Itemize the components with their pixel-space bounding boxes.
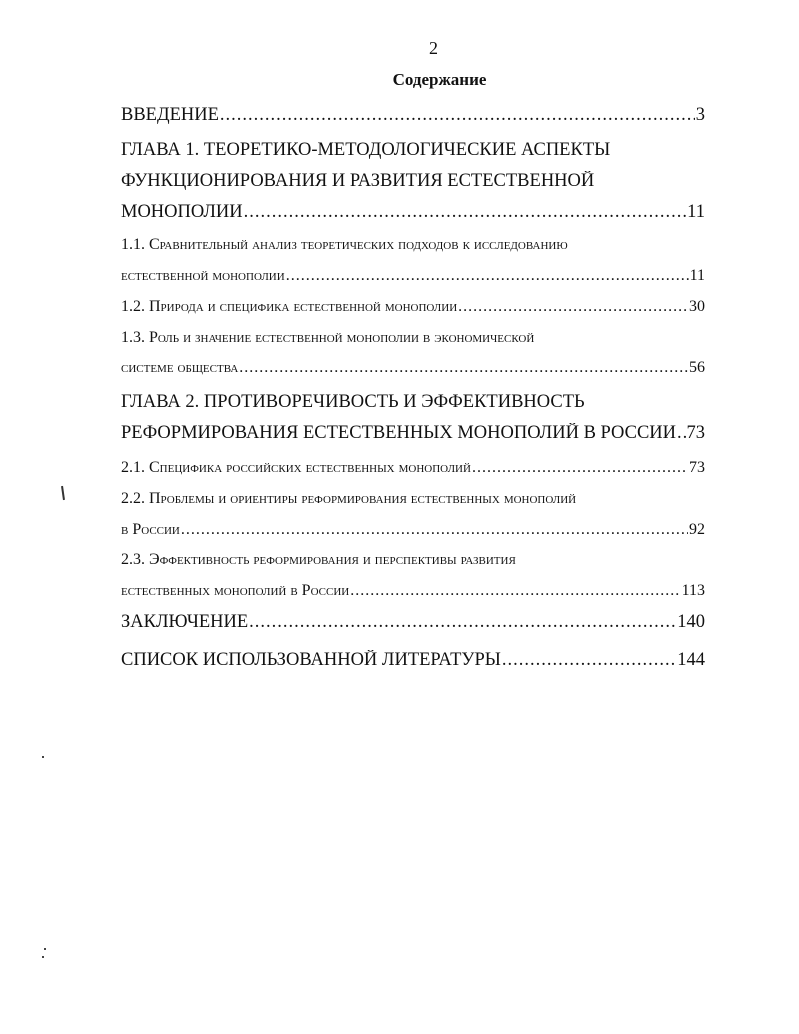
toc-entry-text: 2.1. Специфика российских естественных монополий <box>121 459 471 476</box>
toc-page-number: 92 <box>689 521 705 538</box>
leader-dots <box>244 202 687 223</box>
leader-dots <box>458 298 688 316</box>
leader-dots <box>249 612 676 633</box>
toc-page-number: 56 <box>689 359 705 376</box>
toc-page-number: 11 <box>687 202 705 222</box>
leader-dots <box>286 267 689 285</box>
toc-entry-text: СПИСОК ИСПОЛЬЗОВАННОЙ ЛИТЕРАТУРЫ <box>121 650 501 670</box>
toc-entry-text: естественной монополии <box>121 267 285 284</box>
toc-title: Содержание <box>392 70 487 89</box>
toc-entry-text: РЕФОРМИРОВАНИЯ ЕСТЕСТВЕННЫХ МОНОПОЛИЙ В РОССИИ <box>121 423 677 443</box>
toc-entry-text: ГЛАВА 1. ТЕОРЕТИКО-МЕТОДОЛОГИЧЕСКИЕ АСПЕКТЫ <box>121 140 611 160</box>
leader-dots <box>239 359 688 377</box>
toc-page-number: 11 <box>689 267 705 284</box>
scan-mark <box>42 956 44 958</box>
toc-page-number: 144 <box>677 650 705 670</box>
toc-entry-text: 1.1. Сравнительный анализ теоретических подходов к исследованию <box>121 236 568 253</box>
toc-entry-text: ГЛАВА 2. ПРОТИВОРЕЧИВОСТЬ И ЭФФЕКТИВНОСТЬ <box>121 392 585 412</box>
leader-dots <box>472 459 688 477</box>
toc-entry-text: 2.3. Эффективность реформирования и перспективы развития <box>121 551 516 568</box>
scan-mark <box>61 486 65 500</box>
toc-page-number: 30 <box>689 298 705 315</box>
scan-mark <box>44 948 46 950</box>
toc-entry-text: естественных монополий в России <box>121 582 350 599</box>
toc-entry-text: 1.2. Природа и специфика естественной монополии <box>121 298 458 315</box>
toc-page-number: 113 <box>681 582 705 599</box>
toc-entry-text: 1.3. Роль и значение естественной монополии в экономической <box>121 329 535 346</box>
toc-entry-text: 2.2. Проблемы и ориентиры реформирования естественных монополий <box>121 490 577 507</box>
toc-entry-text: ВВЕДЕНИЕ <box>121 105 219 125</box>
leader-dots <box>350 582 680 600</box>
toc-entry-text: ФУНКЦИОНИРОВАНИЯ И РАЗВИТИЯ ЕСТЕСТВЕННОЙ <box>121 171 595 191</box>
toc-entry-text: в России <box>121 521 180 538</box>
toc-page-number: 73 <box>689 459 705 476</box>
leader-dots <box>677 423 685 444</box>
toc-entry-text: МОНОПОЛИИ <box>121 202 243 222</box>
toc-entry-text: системе общества <box>121 359 239 376</box>
toc-page-number: 140 <box>677 612 705 632</box>
leader-dots <box>220 105 695 126</box>
page-number: 2 <box>429 38 438 58</box>
toc-page-number: 73 <box>686 423 705 443</box>
leader-dots <box>181 521 688 539</box>
leader-dots <box>502 650 676 671</box>
scan-mark <box>42 756 44 758</box>
toc-page-number: 3 <box>695 105 705 125</box>
toc-entry-text: ЗАКЛЮЧЕНИЕ <box>121 612 249 632</box>
